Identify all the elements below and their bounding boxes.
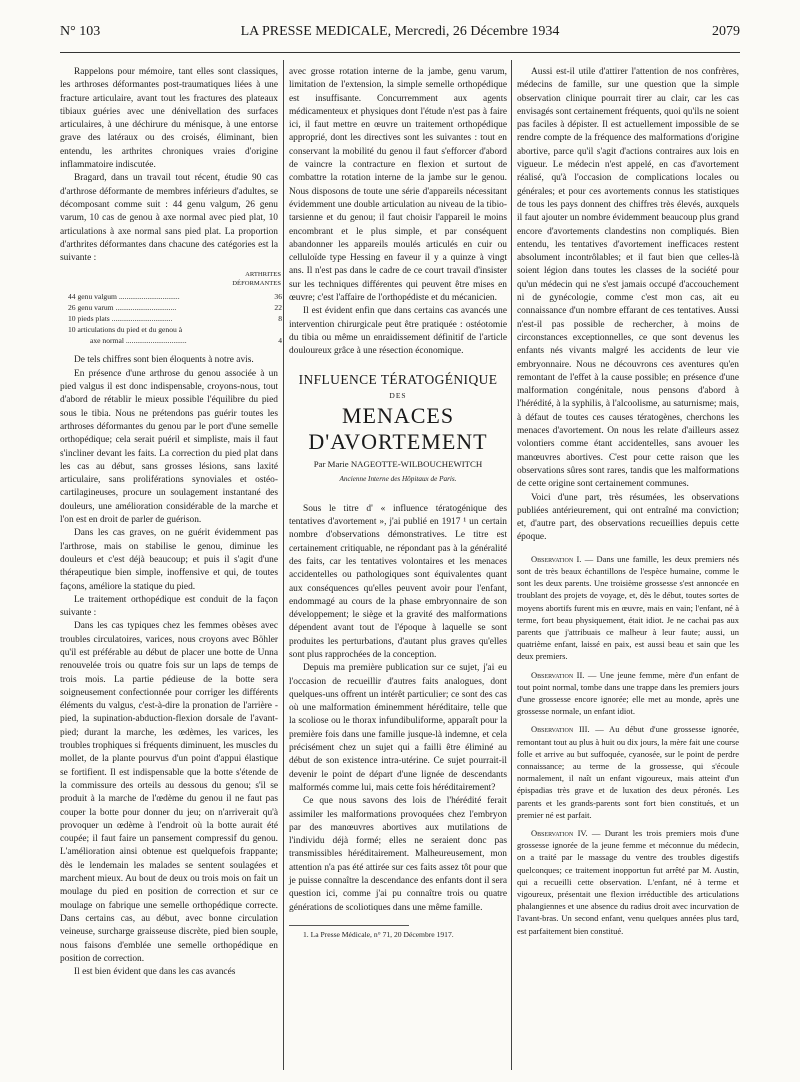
- page-number: 2079: [712, 24, 740, 39]
- paragraph: Bragard, dans un travail tout récent, étudie 90 cas d'arthrose déformante de membres inférieurs d'adultes, se décomposant comme suit : 44 genu valgum, 26 genu varum, 10 cas de genou à axe normal avec pied plat, 10 articulations à axe normal sans pied plat. La proportion d'arthrites déformantes dans chacune des catégories est la suivante :: [60, 173, 278, 264]
- observation-4: Observation IV. — Durant les trois premiers mois d'une grossesse ignorée de la jeune femme et méconnue du médecin, on a traité par le massage du ventre des troubles digestifs quelconques; ce traitement inopportun fut arrêté par M. Austin, qui a recueilli cette observation. L'enfant, né à terme et vigoureux, présentait une flexion irréductible des articulations phalangiennes et une absence du radius droit avec incurvation de l'avant-bras. Un second enfant, venu quelques années plus tard, est parfaitement bien constitué.: [517, 827, 740, 936]
- paragraph: Aussi est-il utile d'attirer l'attention de nos confrères, médecins de famille, sur une question que la simple observation clinique pourrait tirer au clair, car les cas envisagés sont certainement fréquents, quoi qu'ils ne soient pas faciles à dépister. Il est actuellement impossible de se rendre compte de la fréquence des malformations d'origine abortive, parce qu'il s'agit d'actions contraires aux lois en vigueur. Le médecin n'est appelé, en cas d'avortement réalisé, qu'à l'occasion de complications locales ou générales; et pour ces avortements connus les statistiques de tous les pays donnent des chiffres très élevés, auxquels il faut ajouter un nombre évidemment beaucoup plus grand encore d'avortements clandestins non compliqués. Bien entendu, les tentatives d'avortement inefficaces restent absolument incontrôlables; et il faut bien que celles-là soient légion dans toutes les classes de la société pour qu'un médecin qui ne s'est jamais occupé d'accouchement ni de gynécologie, comme c'est mon cas, ait eu connaissance d'un nombre effarant de ces tentatives. Aussi n'est-il pas possible de rechercher, à moins de circonstances exceptionnelles, ce que sont devenus les enfants nés vivants malgré les accidents de leur vie embryonnaire. Nous ne découvrons ces aventures qu'en remontant de l'effet à la cause possible; en présence d'une malformation congénitale, nous pensons d'abord à l'hérédité, à la syphilis, à l'alcoolisme, au saturnisme; mais, à défaut de toutes ces causes tératogènes, cherchons les menaces d'avortement. On nous les relate d'ailleurs assez volontiers comme étant accidentelles, sans avouer les manœuvres abortives. C'est pour cette raison que les observations sûres sont rares, tandis que les malformations de cette origine sont certainement communes.: [517, 67, 739, 490]
- paragraph: avec grosse rotation interne de la jambe, genu varum, limitation de l'extension, la simple semelle orthopédique est insuffisante. Concurremment aux agents médicamenteux et physiques dont l'étude n'est pas à faire ici, il faut mettre en œuvre un traitement orthopédique approprié, dont les directives sont les suivantes : tout en conservant la mobilité du genou il faut s'efforcer d'abord de vaincre la contracture en flexion et surtout de combattre la rotation interne de la jambe sur le genou. Nous disposons de toute une série d'appareils nécessitant évidemment une double articulation au niveau de la tibio-tarsienne et du genou; il faut choisir l'appareil le moins encombrant et le plus simple, et par conséquent abandonner les appareils moulés articulés en cuir ou celluloïde type Hessing en faveur il y a quinze à vingt ans. Il n'est pas dans le cadre de ce court travail d'insister sur les techniques différentes qui peuvent être mises en œuvre; c'est l'affaire de l'orthopédiste et du mécanicien.: [289, 67, 507, 304]
- paragraph: De tels chiffres sont bien éloquents à notre avis.: [74, 355, 254, 366]
- table-row: 10 articulations du pied et du genou à: [68, 325, 183, 335]
- article-title-line-3: MENACES D'AVORTEMENT: [308, 403, 488, 455]
- statistics-table: [68, 269, 282, 346]
- observation-3: Observation III. — Au début d'une grossesse ignorée, remontant tout au plus à huit ou dix jours, la mère fait une course folle et arrive au but suffoquée, cyanosée, sur le point de perdre connaissance; au terme de la grossesse, qui s'écoule normalement, il naît un enfant vigoureux, mais atteint d'un épispadias très grave et de luxation des deux péronés. Les parents et les grands-parents sont fort bien constitués, et un premier né est parfait.: [517, 724, 740, 820]
- paragraph: Depuis ma première publication sur ce sujet, j'ai eu l'occasion de recueillir d'autres faits analogues, dont quelques-uns offrent un intérêt particulier; ce sont des cas où une malformation éminemment héréditaire, telle que la scoliose ou le thorax infundibuliforme, apparaît pour la première fois dans une famille jusque-là indemne, et cela précisément chez un sujet qui a failli être éliminé au début de son existence intra-utérine. Ce sujet pourrait-il devenir le point de départ d'une lignée de descendants malformés comme lui, mais cette fois héréditairement?: [289, 663, 507, 793]
- header-rule: [60, 52, 740, 53]
- table-header: ARTHRITES DÉFORMANTES: [232, 271, 282, 288]
- observation-1: Observation I. — Dans une famille, les deux premiers nés sont de très beaux échantillons de l'espèce humaine, comme le sont les deux parents. Une troisième grossesse s'est annoncée en troublant des projets de voyage, et, dès le début, toutes sortes de moyens abortifs furent mis en œuvre, mais en vain; l'enfant, né à terme, fort beau physiquement, était idiot. Je ne cachai pas aux parents que j'attribuais ce malheur à leur faute; aussi, un quatrième enfant, laissé en paix, est aussi beau et sain que les deux premiers.: [517, 553, 739, 662]
- paragraph: Dans les cas graves, on ne guérit évidemment pas l'arthrose, mais on stabilise le genou, diminue les douleurs et c'est déjà beaucoup; et puis il s'agit d'une thérapeutique bien simple, inoffensive et qui, de toutes façons, améliore la statique du pied.: [60, 528, 278, 592]
- column-1: [60, 66, 282, 979]
- observation-label: Observation II.: [531, 669, 585, 680]
- paragraph: Voici d'une part, très résumées, les observations publiées antérieurement, qui ont entraîné ma conviction; et, d'autre part, des observations recueillies depuis cette époque.: [517, 492, 739, 543]
- observation-2: Observation II. — Une jeune femme, mère d'un enfant de tout point normal, tombe dans une trappe dans les premiers jours d'une grossesse encore ignorée; elle met au monde, après une grossesse normale, un enfant idiot.: [517, 669, 739, 717]
- article-heading: [289, 373, 507, 487]
- column-divider-1: [283, 60, 284, 1070]
- article-author: Par Marie NAGEOTTE-WILBOUCHEWITCH: [313, 459, 483, 470]
- column-divider-2: [511, 60, 512, 1070]
- table-row: 10 pieds plats ................................ 8: [68, 314, 282, 324]
- table-row: axe normal ................................ 4: [90, 336, 282, 346]
- column-2: [289, 66, 507, 940]
- footnote-rule: [289, 925, 409, 926]
- journal-title: LA PRESSE MEDICALE, Mercredi, 26 Décembre 1934: [240, 24, 560, 39]
- page-header: [60, 24, 740, 46]
- observation-label: Observation I.: [531, 553, 582, 564]
- column-3: [517, 66, 739, 937]
- table-row: 26 genu varum ................................ 22: [68, 303, 282, 313]
- author-affiliation: Ancienne Interne des Hôpitaux de Paris.: [339, 475, 457, 484]
- paragraph: Dans les cas typiques chez les femmes obèses avec troubles circulatoires, varices, nous croyons avec Böhler qu'il est préférable au début de placer une botte de Unna renouvelée trois ou quatre fois sur un laps de temps de trois mois. La partie pédieuse de la botte sera soigneusement confectionnée pour corriger les différents éléments du valgus, c'est-à-dire la pronation de l'arrière - pied, la supination-abduction-flexion dorsale de l'avant-pied; durant la marche, les œdèmes, les varices, les troubles trophiques si fréquents diminuent, les muscles du mollet, de la plante pourvus d'un point d'appui élastique se fortifient. Il est indispensable que la botte s'étende de la commissure des orteils au dessous du genou; s'il se produit à la marche de l'œdème du genou il ne faut pas couper la botte pour donner du jeu; on n'arriverait qu'à provoquer un œdème à l'endroit où la botte aurait été coupée; il faut faire un pansement compressif du genou. L'amélioration ainsi obtenue est quelquefois frappante; dès le lendemain les malades se sentent soulagées et marchent mieux. Au bout de deux ou trois mois on fait un moulage du pied en position de correction et sur ce moulage on fabrique une semelle orthopédique correcte. Dans certains cas, au début, avec bonne circulation veineuse, surcharge graisseuse discrète, pied bien souple, nous faisons d'emblée une semelle orthopédique en position de correction.: [60, 621, 278, 964]
- observation-label: Observation III.: [531, 724, 590, 735]
- paragraph: Il est bien évident que dans les cas avancés: [74, 967, 236, 978]
- issue-number: N° 103: [60, 24, 101, 39]
- paragraph: Il est évident enfin que dans certains cas avancés une intervention chirurgicale peut être pratiquée : ostéotomie du tibia ou même un enraidissement définitif de l'article douloureux grâce à une résection économique.: [289, 306, 507, 357]
- paragraph: Le traitement orthopédique est conduit de la façon suivante :: [60, 594, 278, 619]
- article-title-line-1: INFLUENCE TÉRATOGÉNIQUE: [298, 371, 498, 387]
- footnote: 1. La Presse Médicale, n° 71, 20 Décembre 1917.: [303, 929, 454, 939]
- article-title-line-2: DES: [389, 390, 407, 400]
- paragraph: Sous le titre d' « influence tératogénique des tentatives d'avortement », j'ai publié en 1917 ¹ un certain nombre d'observations démonstratives. Le titre est certainement critiquable, ne répondant pas à la généralité des faits, car les tentatives volontaires et les menaces accidentelles ou pathologiques sont équivalentes quant aux conséquences qu'elles peuvent avoir pour l'enfant, endommagé au cours de la phase embryonnaire de son développement; le siège et la gravité des malformations dépendent avant tout de l'époque à laquelle se sont produites les perturbations, d'autant plus graves qu'elles sont plus rapprochées de la conception.: [289, 503, 507, 660]
- observation-label: Observation IV.: [531, 827, 588, 838]
- table-row: 44 genu valgum ................................ 36: [68, 292, 282, 302]
- paragraph: Ce que nous savons des lois de l'hérédité ferait assimiler les malformations provoquées chez l'embryon par des manœuvres abortives aux mutilations de l'individu déjà formé; elles ne seraient donc pas transmissibles héréditairement. Malheureusement, mon attention n'a pas été attirée sur ces faits assez tôt pour que je puisse connaître la descendance des enfants dont il sera question ici, comme j'ai pu connaître trois ou quatre générations de scoliotiques dans une même famille.: [289, 796, 507, 913]
- paragraph: Rappelons pour mémoire, tant elles sont classiques, les arthroses déformantes post-traumatiques liées à une fracture articulaire, avant tout les fractures des plateaux tibiaux guéries avec une dénivellation des surfaces articulaires, à une déchirure du ménisque, à une entorse grave des latéraux ou des croisés, éliminant, bien entendu, les arthrites chroniques vraies d'origine inflammatoire indiscutée.: [60, 67, 278, 171]
- paragraph: En présence d'une arthrose du genou associée à un pied valgus il est donc indispensable, croyons-nous, tout d'abord de rétablir le mieux possible l'équilibre du pied sous le tibia. Nous ne prétendons pas guérir toutes les arthroses déformantes du genou par le port d'une semelle orthopédique; cela serait puéril et simpliste, mais il faut s'incliner devant les faits. La correction du pied plat dans les cas au début, sans grosses lésions, sans laxité articulaire, sans proliférations synoviales et ostéo-cartilagineuses, procure un soulagement instantané des douleurs, une amélioration considérable de la marche et l'on est en droit de parler de guérison.: [60, 368, 278, 526]
